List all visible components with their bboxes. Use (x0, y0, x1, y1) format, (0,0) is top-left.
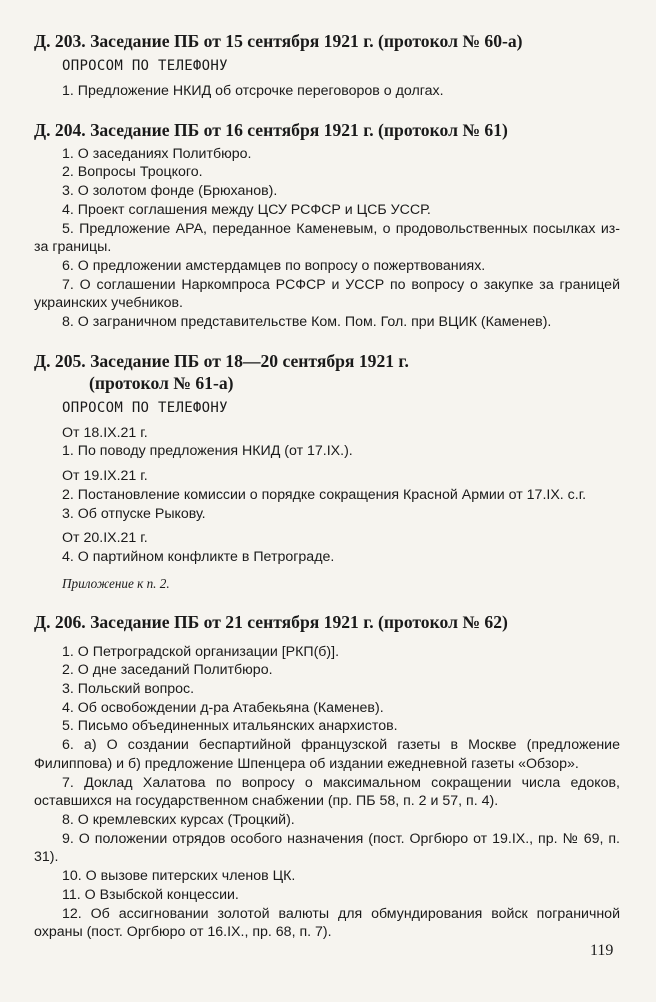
agenda-item: 1. Предложение НКИД об отсрочке переговоров о долгах. (62, 83, 444, 99)
agenda-item: 2. О дне заседаний Политбюро. (62, 662, 273, 679)
agenda-item: 10. О вызове питерских членов ЦК. (62, 868, 296, 885)
date-line: От 19.IX.21 г. (62, 468, 148, 485)
agenda-item: 12. Об ассигновании золотой валюты для обмундирования войск пограничной охраны (пост. Оргбюро от 16.IX., пр. 68, п. 7). (34, 905, 620, 941)
agenda-item: 5. Письмо объединенных итальянских анархистов. (62, 718, 398, 735)
page-number: 119 (590, 942, 614, 959)
section-d203 (34, 30, 620, 101)
agenda-item: 2. Постановление комиссии о порядке сокращения Красной Армии от 17.IX. с.г. (62, 486, 587, 503)
agenda-item: 4. О партийном конфликте в Петрограде. (62, 548, 335, 565)
agenda-item: 3. Об отпуске Рыкову. (62, 505, 206, 522)
section-heading: Д. 204. Заседание ПБ от 16 сентября 1921 г. (протокол № 61) (34, 119, 508, 140)
document-page (34, 30, 620, 960)
agenda-item: 4. Об освобождении д-ра Атабекьяна (Каменев). (62, 699, 384, 716)
section-heading: Д. 203. Заседание ПБ от 15 сентября 1921 г. (протокол № 60-а) (34, 31, 523, 51)
date-line: От 18.IX.21 г. (62, 424, 148, 441)
agenda-item: 2. Вопросы Троцкого. (62, 164, 203, 181)
agenda-item: 3. О золотом фонде (Брюханов). (62, 183, 278, 200)
mode-note: ОПРОСОМ ПО ТЕЛЕФОНУ (62, 399, 228, 416)
agenda-item: 7. Доклад Халатова по вопросу о максимальном сокращении числа едоков, оставшихся на государственном снабжении (пр. ПБ 58, п. 2 и 57, п. 4). (34, 774, 620, 810)
agenda-item: 1. О Петроградской организации [РКП(б)]. (62, 643, 340, 660)
agenda-item: 6. а) О создании беспартийной французской газеты в Москве (предложение Филиппова) и б) предложение Шпенцера об издании ежедневной газеты «Обзор». (34, 737, 620, 772)
appendix-note: Приложение к п. 2. (62, 575, 170, 591)
section-heading (34, 350, 620, 394)
section-heading: Д. 206. Заседание ПБ от 21 сентября 1921 г. (протокол № 62) (34, 611, 508, 632)
agenda-item: 3. Польский вопрос. (62, 681, 195, 698)
agenda-item: 1. По поводу предложения НКИД (от 17.IX.). (62, 443, 353, 460)
section-heading-line2: (протокол № 61-а) (89, 372, 234, 393)
agenda-item: 6. О предложении амстердамцев по вопросу о пожертвованиях. (62, 257, 486, 274)
section-heading-line1: Д. 205. Заседание ПБ от 18—20 сентября 1921 г. (34, 350, 409, 371)
mode-note: ОПРОСОМ ПО ТЕЛЕФОНУ (62, 58, 228, 74)
agenda-item: 9. О положении отрядов особого назначения (пост. Оргбюро от 19.IX., пр. № 69, п. 31). (34, 830, 620, 866)
agenda-item: 4. Проект соглашения между ЦСУ РСФСР и ЦСБ УССР. (62, 201, 431, 218)
agenda-item: 8. О кремлевских курсах (Троцкий). (62, 811, 295, 828)
agenda-item: 5. Предложение АРА, переданное Каменевым, о продовольственных посылках из-за границы. (34, 220, 620, 256)
section-d204 (34, 119, 620, 332)
agenda-item: 8. О заграничном представительстве Ком. Пом. Гол. при ВЦИК (Каменев). (62, 314, 552, 331)
agenda-item: 7. О соглашении Наркомпроса РСФСР и УССР по вопросу о закупке за границей украинских учебников. (34, 276, 620, 312)
section-d206 (34, 611, 620, 942)
agenda-item: 11. О Взыбской концессии. (62, 886, 239, 903)
section-d205 (34, 350, 620, 593)
date-line: От 20.IX.21 г. (62, 530, 148, 547)
agenda-item: 1. О заседаниях Политбюро. (62, 145, 252, 162)
